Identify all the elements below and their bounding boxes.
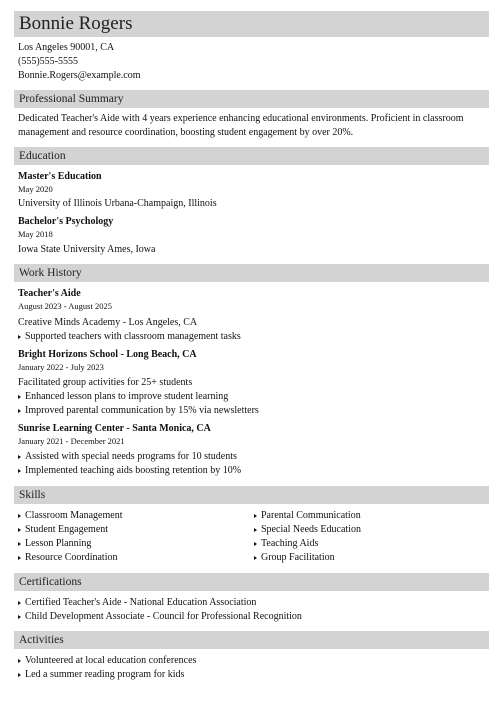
candidate-name: Bonnie Rogers	[14, 11, 489, 37]
education-school: University of Illinois Urbana-Champaign, Illinois	[18, 198, 217, 209]
skill-item: Special Needs Education	[254, 523, 361, 536]
education-school: Iowa State University Ames, Iowa	[18, 244, 156, 255]
certification-item: Certified Teacher's Aide - National Education Association	[18, 596, 256, 609]
education-degree: Master's Education	[18, 171, 102, 182]
job-dates: January 2021 - December 2021	[18, 436, 125, 446]
work-history-heading: Work History	[14, 264, 489, 282]
certification-item: Child Development Associate - Council for Professional Recognition	[18, 610, 302, 623]
job-title: Bright Horizons School - Long Beach, CA	[18, 349, 197, 360]
skill-item: Group Facilitation	[254, 551, 335, 564]
job-bullet: Implemented teaching aids boosting retention by 10%	[18, 464, 241, 477]
job-bullet: Improved parental communication by 15% via newsletters	[18, 404, 259, 417]
skill-item: Lesson Planning	[18, 537, 91, 550]
skill-item: Parental Communication	[254, 509, 361, 522]
job-company: Facilitated group activities for 25+ students	[18, 377, 193, 388]
job-title: Sunrise Learning Center - Santa Monica, CA	[18, 423, 211, 434]
skills-heading: Skills	[14, 486, 489, 504]
job-dates: January 2022 - July 2023	[18, 362, 104, 372]
skill-item: Student Engagement	[18, 523, 108, 536]
job-company: Creative Minds Academy - Los Angeles, CA	[18, 317, 198, 328]
contact-address: Los Angeles 90001, CA	[18, 42, 115, 53]
activities-heading: Activities	[14, 631, 489, 649]
skill-item: Teaching Aids	[254, 537, 318, 550]
skill-item: Classroom Management	[18, 509, 122, 522]
education-date: May 2020	[18, 184, 53, 194]
summary-text: Dedicated Teacher's Aide with 4 years experience enhancing educational environments. Proficient in classroom management and resource coordination, boosting student engagement by over 20%.	[18, 113, 464, 138]
education-degree: Bachelor's Psychology	[18, 216, 114, 227]
skill-item: Resource Coordination	[18, 551, 117, 564]
summary-heading: Professional Summary	[14, 90, 489, 108]
activity-item: Volunteered at local education conferences	[18, 654, 196, 667]
job-bullet: Supported teachers with classroom management tasks	[18, 330, 241, 343]
contact-email: Bonnie.Rogers@example.com	[18, 70, 141, 81]
job-bullet: Assisted with special needs programs for 10 students	[18, 450, 237, 463]
job-dates: August 2023 - August 2025	[18, 301, 112, 311]
education-heading: Education	[14, 147, 489, 165]
certifications-heading: Certifications	[14, 573, 489, 591]
education-date: May 2018	[18, 229, 53, 239]
contact-phone: (555)555-5555	[18, 56, 78, 67]
job-bullet: Enhanced lesson plans to improve student learning	[18, 390, 228, 403]
job-title: Teacher's Aide	[18, 288, 81, 299]
activity-item: Led a summer reading program for kids	[18, 668, 184, 681]
